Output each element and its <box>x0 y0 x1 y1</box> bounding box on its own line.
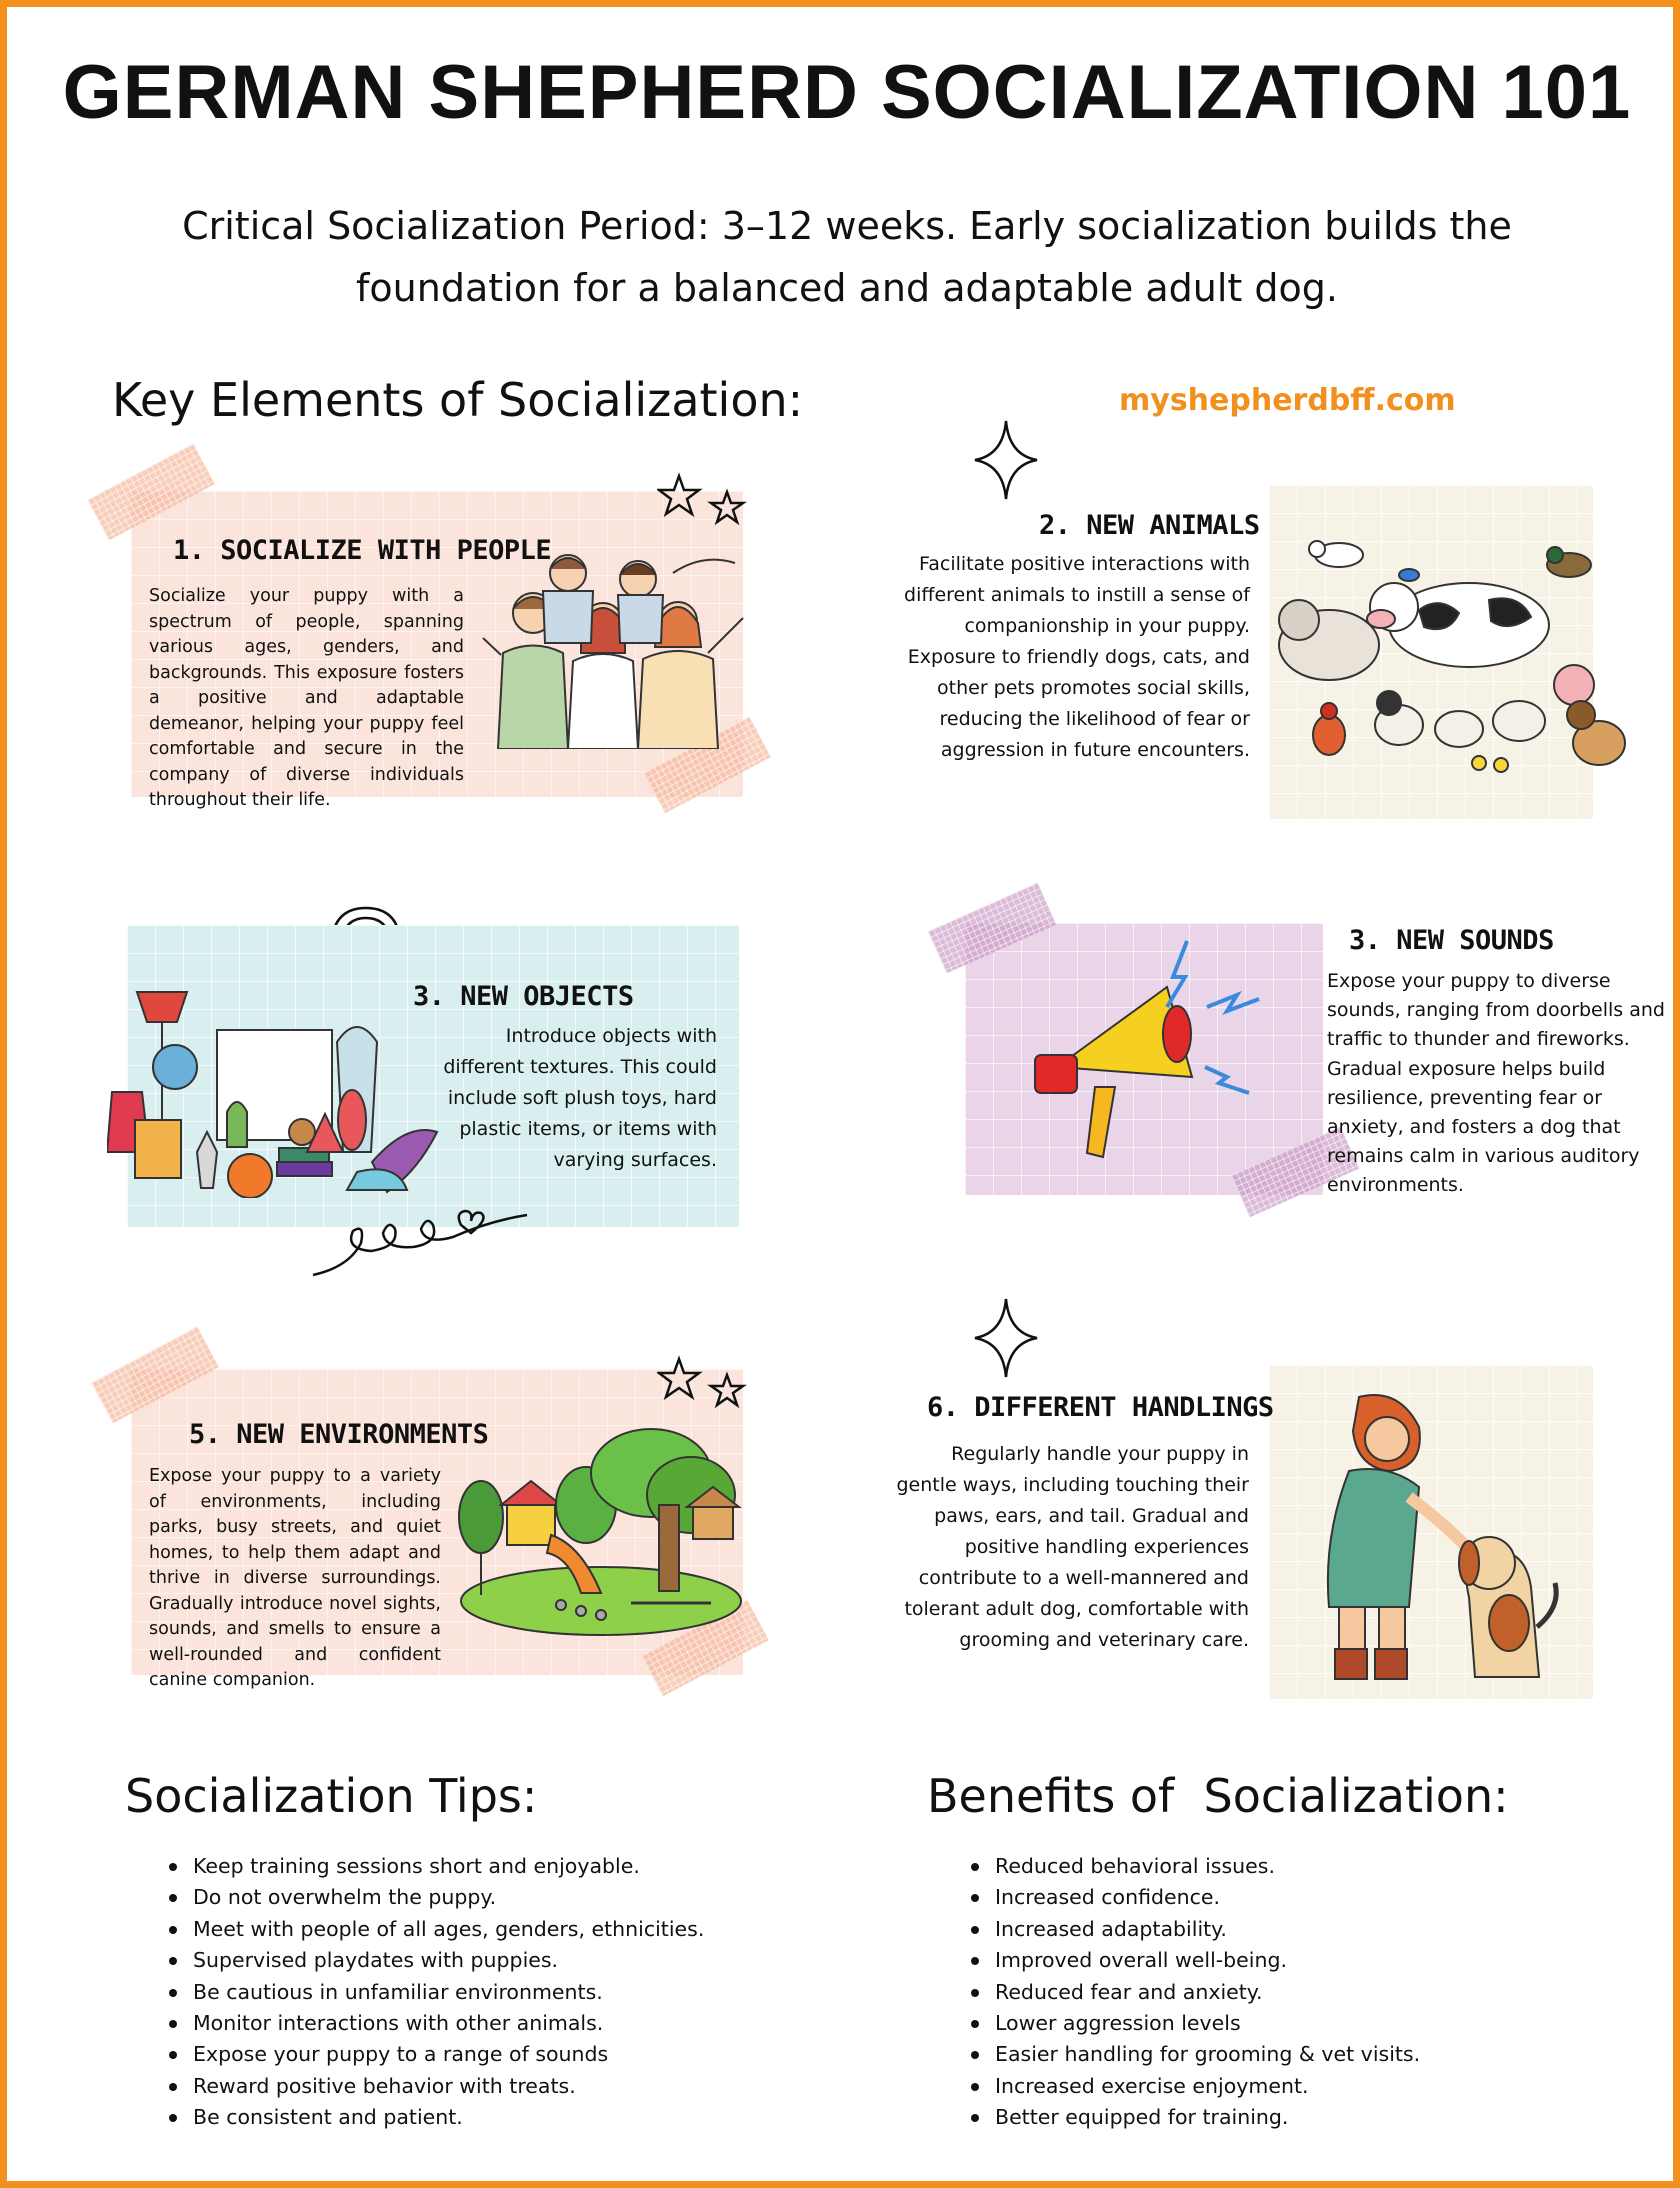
farm-animals-illustration <box>1269 515 1641 787</box>
list-item: Supervised playdates with puppies. <box>167 1945 704 1976</box>
list-item: Be cautious in unfamiliar environments. <box>167 1977 704 2008</box>
tips-heading: Socialization Tips: <box>125 1769 538 1823</box>
sparkle-icon <box>973 419 1039 501</box>
sparkle-icon <box>973 1297 1039 1379</box>
park-playground-illustration <box>451 1425 747 1637</box>
tips-list <box>167 1851 704 2134</box>
list-item: Do not overwhelm the puppy. <box>167 1882 704 1913</box>
block-title-objects: 3. NEW OBJECTS <box>413 981 634 1012</box>
list-item: Better equipped for training. <box>969 2102 1420 2133</box>
loop-heart-doodle-icon <box>309 1199 531 1281</box>
stars-doodle-icon <box>657 1355 757 1417</box>
block-title-handlings: 6. DIFFERENT HANDLINGS <box>927 1392 1274 1423</box>
list-item: Meet with people of all ages, genders, ethnicities. <box>167 1914 704 1945</box>
group-of-people-illustration <box>473 543 753 749</box>
stars-doodle-icon <box>657 472 757 534</box>
benefits-list <box>969 1851 1420 2134</box>
list-item: Reduced fear and anxiety. <box>969 1977 1420 2008</box>
woman-petting-dog-illustration <box>1269 1387 1569 1687</box>
page-title: GERMAN SHEPHERD SOCIALIZATION 101 <box>62 50 1632 135</box>
list-item: Be consistent and patient. <box>167 2102 704 2133</box>
block-text-sounds: Expose your puppy to diverse sounds, ranging from doorbells and traffic to thunder and fireworks. Gradual exposure helps build resilience, preventing fear or anxiety, and fosters a dog that remains calm in various auditory environments. <box>1327 970 1665 1197</box>
megaphone-illustration <box>1027 937 1267 1167</box>
list-item: Reduced behavioral issues. <box>969 1851 1420 1882</box>
list-item: Reward positive behavior with treats. <box>167 2071 704 2102</box>
block-text-people: Socialize your puppy with a spectrum of people, spanning various ages, genders, and backgrounds. This exposure fosters a positive and adaptable demeanor, helping your puppy feel comfortable and secure in the company of diverse individuals throughout their life. <box>149 586 464 810</box>
list-item: Easier handling for grooming & vet visits. <box>969 2039 1420 2070</box>
block-text-environments: Expose your puppy to a variety of environments, including parks, busy streets, and quiet homes, to help them adapt and thrive in diverse surroundings. Gradually introduce novel sights, sounds, and smells to ensure a well-rounded and confident canine companion. <box>149 1466 441 1690</box>
list-item: Monitor interactions with other animals. <box>167 2008 704 2039</box>
list-item: Increased confidence. <box>969 1882 1420 1913</box>
list-item: Increased exercise enjoyment. <box>969 2071 1420 2102</box>
block-title-environments: 5. NEW ENVIRONMENTS <box>189 1419 489 1450</box>
key-elements-heading: Key Elements of Socialization: <box>112 373 804 427</box>
list-item: Expose your puppy to a range of sounds <box>167 2039 704 2070</box>
block-title-people: 1. SOCIALIZE WITH PEOPLE <box>173 535 552 566</box>
list-item: Lower aggression levels <box>969 2008 1420 2039</box>
list-item: Improved overall well-being. <box>969 1945 1420 1976</box>
block-text-objects: Introduce objects with different textures. This could include soft plush toys, hard plastic items, or items with varying surfaces. <box>443 1025 717 1171</box>
intro-text: Critical Socialization Period: 3–12 weeks. Early socialization builds the foundation for a balanced and adaptable adult dog. <box>182 204 1512 310</box>
household-objects-illustration <box>107 982 447 1198</box>
block-text-handlings: Regularly handle your puppy in gentle ways, including touching their paws, ears, and tail. Gradual and positive handling experiences contribute to a well-mannered and tolerant adult dog, comfortable with grooming and veterinary care. <box>896 1443 1249 1651</box>
block-title-sounds: 3. NEW SOUNDS <box>1349 925 1554 956</box>
block-title-animals: 2. NEW ANIMALS <box>1039 510 1260 541</box>
list-item: Keep training sessions short and enjoyable. <box>167 1851 704 1882</box>
block-text-animals: Facilitate positive interactions with different animals to instill a sense of companionship in your puppy. Exposure to friendly dogs, cats, and other pets promotes social skills, reducing the likelihood of fear or aggression in future encounters. <box>904 553 1250 761</box>
benefits-heading: Benefits of Socialization: <box>927 1769 1509 1823</box>
list-item: Increased adaptability. <box>969 1914 1420 1945</box>
website-link[interactable]: myshepherdbff.com <box>1119 383 1456 418</box>
